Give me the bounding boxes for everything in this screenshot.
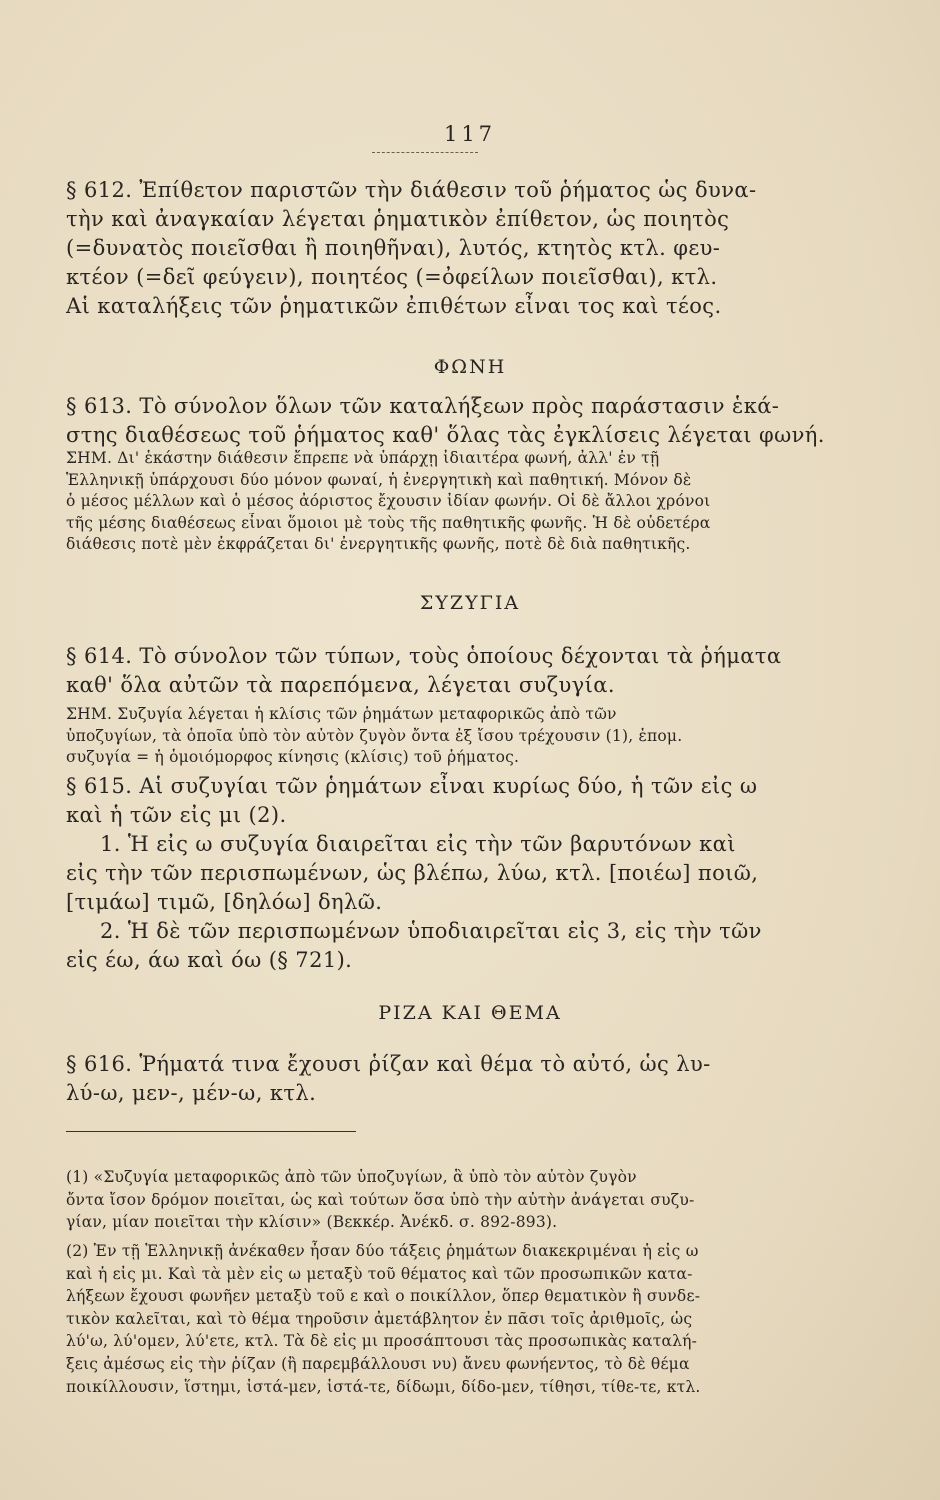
text-line: § 613. Τὸ σύνολον ὅλων τῶν καταλήξεων πρὸς παράστασιν ἑκά- [66,394,780,418]
text-line: στης διαθέσεως τοῦ ῥήματος καθ' ὅλας τὰς ἐγκλίσεις λέγεται φωνή. [66,423,825,447]
text-line: εἰς τὴν τῶν περισπωμένων, ὡς βλέπω, λύω, κτλ. [ποιέω] ποιῶ, [66,861,759,885]
text-line: ὁ μέσος μέλλων καὶ ὁ μέσος ἀόριστος ἔχουσιν ἰδίαν φωνήν. Οἱ δὲ ἄλλοι χρόνοι [66,492,711,510]
text-line: κτέον (=δεῖ φεύγειν), ποιητέος (=ὀφείλων ποιεῖσθαι), κτλ. [66,265,718,289]
text-line: διάθεσις ποτὲ μὲν ἐκφράζεται δι' ἐνεργητικῆς φωνῆς, ποτὲ δὲ διὰ παθητικῆς. [66,535,691,553]
text-line: § 616. Ῥήματά τινα ἔχουσι ῥίζαν καὶ θέμα τὸ αὐτό, ὡς λυ- [66,1052,711,1076]
text-line: § 612. Ἐπίθετον παριστῶν τὴν διάθεσιν τοῦ ῥήματος ὡς δυνα- [66,178,757,202]
text-line: (=δυνατὸς ποιεῖσθαι ἢ ποιηθῆναι), λυτός, κτητὸς κτλ. φευ- [66,236,721,260]
text-line: ὄντα ἴσον δρόμον ποιεῖται, ὡς καὶ τούτων ὅσα ὑπὸ τὴν αὐτὴν ἀνάγεται συζυ- [66,1190,695,1209]
paragraph-616 [66,1050,826,1108]
text-line: τικὸν καλεῖται, καὶ τὸ θέμα τηροῦσιν ἀμετάβλητον ἐν πᾶσι τοῖς ἀριθμοῖς, ὡς [66,1309,693,1328]
heading-syzygia: ΣΥΖΥΓΙΑ [419,592,521,614]
footnote-rule [66,1131,356,1132]
text-line: Ἑλληνικῇ ὑπάρχουσι δύο μόνον φωναί, ἡ ἐνεργητικὴ καὶ παθητική. Μόνον δὲ [66,470,692,489]
footnote-2 [66,1240,826,1398]
text-line: λύ'ω, λύ'ομεν, λύ'ετε, κτλ. Τὰ δὲ εἰς μι προσάπτουσι τὰς προσωπικὰς καταλή- [66,1332,698,1351]
paragraph-612 [66,176,826,321]
text-line: λήξεων ἔχουσι φωνῆεν μεταξὺ τοῦ ε καὶ ο ποικίλλον, ὅπερ θεματικὸν ἢ συνδε- [66,1287,701,1306]
text-line: § 615. Αἱ συζυγίαι τῶν ῥημάτων εἶναι κυρίως δύο, ἡ τῶν εἰς ω [66,774,758,798]
text-line: τὴν καὶ ἀναγκαίαν λέγεται ῥηματικὸν ἐπίθετον, ὡς ποιητὸς [66,207,730,231]
text-line: λύ-ω, μεν-, μέν-ω, κτλ. [66,1081,317,1105]
text-line: 2. Ἡ δὲ τῶν περισπωμένων ὑποδιαιρεῖται εἰς 3, εἰς τὴν τῶν [100,919,762,943]
note-613 [66,448,826,556]
footnote-1 [66,1166,826,1234]
text-line: τῆς μέσης διαθέσεως εἶναι ὅμοιοι μὲ τοὺς τῆς παθητικῆς φωνῆς. Ἡ δὲ οὐδετέρα [66,513,711,532]
text-line: καὶ ἡ τῶν εἰς μι (2). [66,803,287,827]
text-line: ὑποζυγίων, τὰ ὁποῖα ὑπὸ τὸν αὐτὸν ζυγὸν ὄντα ἐξ ἴσου τρέχουσιν (1), ἑπομ. [66,726,683,745]
note-614 [66,704,826,769]
heading-riza-kai-thema: ΡΙΖΑ ΚΑΙ ΘΕΜΑ [378,1002,562,1024]
text-line: εἰς έω, άω καὶ όω (§ 721). [66,948,353,972]
text-line: καὶ ἡ εἰς μι. Καὶ τὰ μὲν εἰς ω μεταξὺ τοῦ θέματος καὶ τῶν προσωπικῶν κατα- [66,1264,693,1283]
text-line: Αἱ καταλήξεις τῶν ῥηματικῶν ἐπιθέτων εἶναι τος καὶ τέος. [66,294,722,318]
text-line: γίαν, μίαν ποιεῖται τὴν κλίσιν» (Βεκκέρ. Ἀνέκδ. σ. 892-893). [66,1213,558,1232]
text-line: 1. Ἡ εἰς ω συζυγία διαιρεῖται εἰς τὴν τῶν βαρυτόνων καὶ [100,832,736,856]
page-number: 117 [443,122,497,146]
paragraph-613 [66,392,826,450]
text-line: ποικίλλουσιν, ἵστημι, ἱστά-μεν, ἱστά-τε, δίδωμι, δίδο-μεν, τίθησι, τίθε-τε, κτλ. [66,1377,701,1396]
paragraph-615 [66,772,826,975]
text-line: καθ' ὅλα αὐτῶν τὰ παρεπόμενα, λέγεται συζυγία. [66,673,615,697]
text-line: (1) «Συζυγία μεταφορικῶς ἀπὸ τῶν ὑποζυγίων, ἃ ὑπὸ τὸν αὐτὸν ζυγὸν [66,1168,637,1186]
heading-phone: ΦΩΝΗ [433,356,507,378]
text-line: (2) Ἐν τῇ Ἑλληνικῇ ἀνέκαθεν ἦσαν δύο τάξεις ῥημάτων διακεκριμέναι ἡ εἰς ω [66,1242,699,1260]
text-line: ΣΗΜ. Δι' ἑκάστην διάθεσιν ἔπρεπε νὰ ὑπάρχῃ ἰδιαιτέρα φωνή, ἀλλ' ἐν τῇ [66,449,660,467]
text-line: ξεις ἀμέσως εἰς τὴν ῥίζαν (ἢ παρεμβάλλουσι νυ) ἄνευ φωνήεντος, τὸ δὲ θέμα [66,1354,690,1373]
text-line: § 614. Τὸ σύνολον τῶν τύπων, τοὺς ὁποίους δέχονται τὰ ῥήματα [66,644,782,668]
paragraph-614 [66,642,826,700]
text-line: [τιμάω] τιμῶ, [δηλόω] δηλῶ. [66,890,383,914]
text-line: ΣΗΜ. Συζυγία λέγεται ἡ κλίσις τῶν ῥημάτων μεταφορικῶς ἀπὸ τῶν [66,705,617,723]
page-number-rule [372,152,478,153]
text-line: συζυγία = ἡ ὁμοιόμορφος κίνησις (κλίσις) τοῦ ῥήματος. [66,748,520,766]
